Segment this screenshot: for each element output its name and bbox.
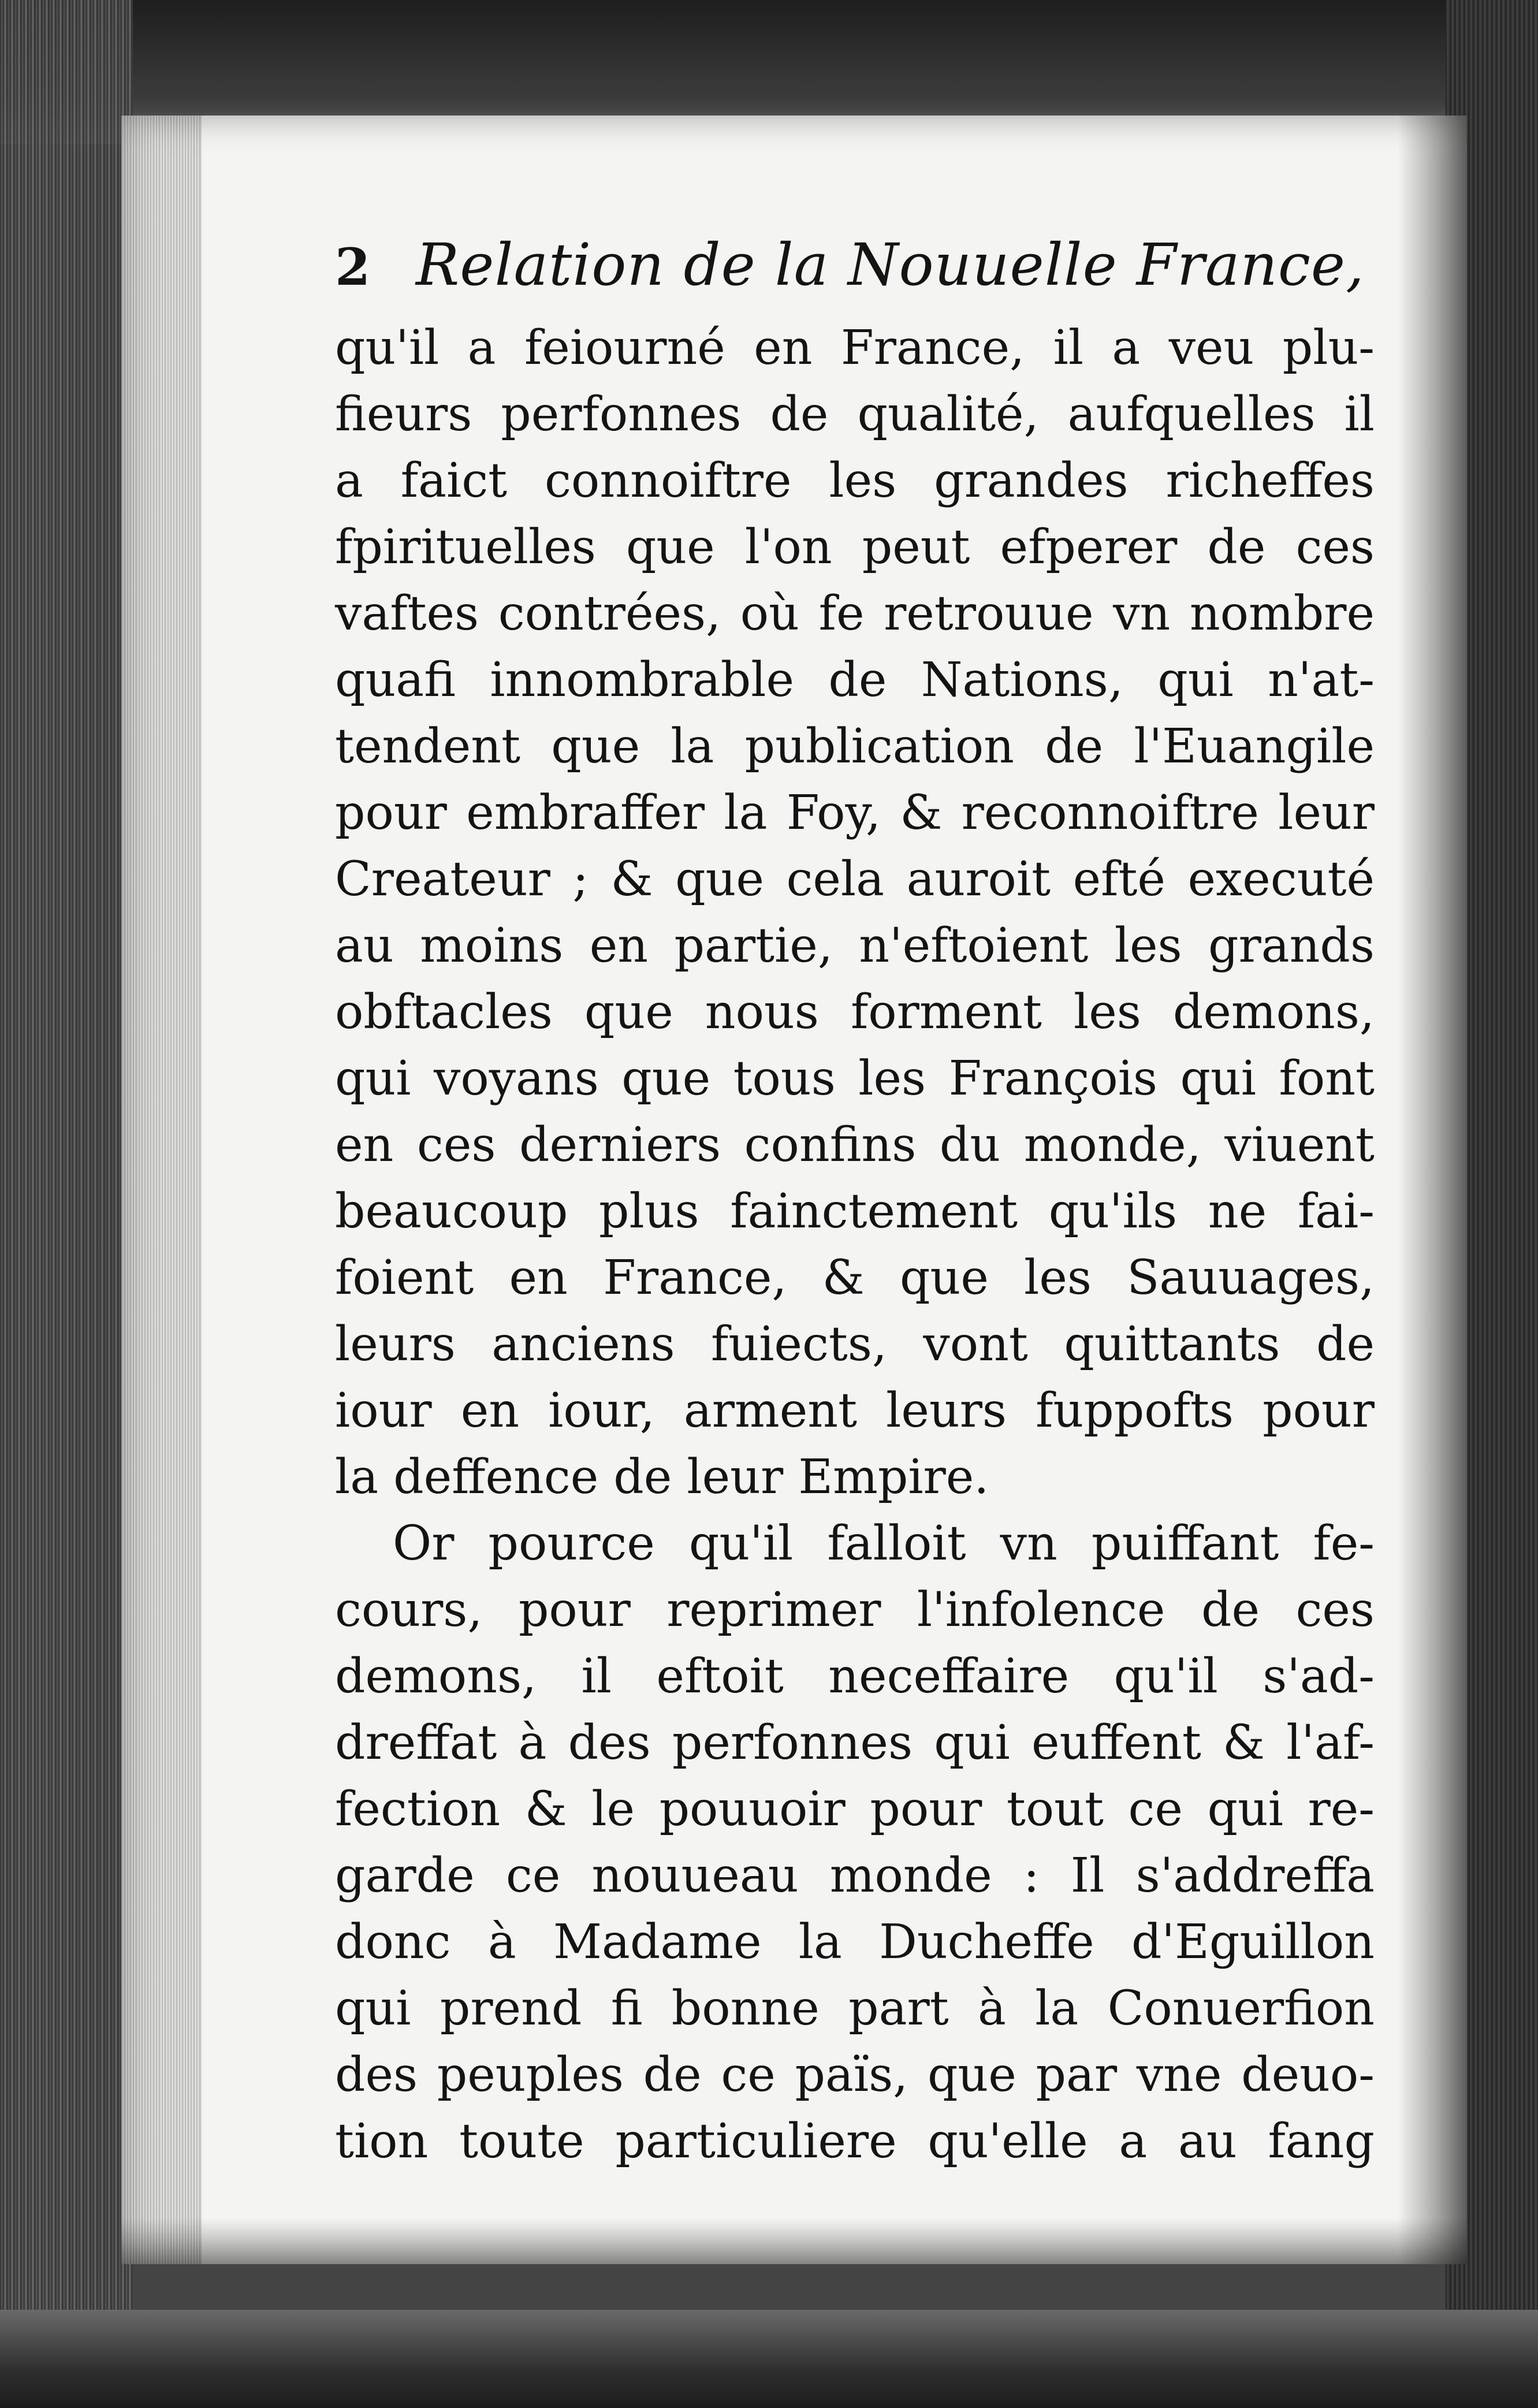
text-line: a faict connoiftre les grandes richeffes (335, 453, 1375, 508)
text-line: pour embraffer la Foy, & reconnoiftre leur (335, 786, 1375, 840)
running-title: Relation de la Nouuelle France, (416, 231, 1365, 299)
text-line: fieurs perfonnes de qualité, aufquelles il (335, 387, 1375, 442)
scanner-background-bottom (0, 2310, 1538, 2408)
text-line: iour en iour, arment leurs fuppofts pour (335, 1383, 1375, 1438)
paragraph-first-line: Or pource qu'il falloit vn puiffant fe- (393, 1516, 1375, 1571)
page-number: 2 (335, 237, 371, 297)
text-line: qui voyans que tous les François qui font (335, 1051, 1375, 1106)
text-line: au moins en partie, n'eftoient les grands (335, 918, 1375, 973)
text-line: en ces derniers confins du monde, viuent (335, 1118, 1375, 1173)
text-line: des peuples de ce païs, que par vne deuo- (335, 2048, 1375, 2102)
page-binding-shadow (121, 116, 202, 2264)
text-line: vaftes contrées, où fe retrouue vn nombre (335, 586, 1375, 641)
text-line: fection & le pouuoir pour tout ce qui re- (335, 1782, 1375, 1837)
text-line: la deffence de leur Empire. (335, 1450, 989, 1505)
text-line: quafi innombrable de Nations, qui n'at- (335, 653, 1375, 708)
text-line: leurs anciens fuiects, vont quittants de (335, 1317, 1375, 1372)
text-line: beaucoup plus fainctement qu'ils ne fai- (335, 1184, 1375, 1239)
text-line: cours, pour reprimer l'infolence de ces (335, 1583, 1375, 1637)
text-line: foient en France, & que les Sauuages, (335, 1250, 1375, 1305)
page-bottom-shadow (121, 2218, 1467, 2264)
text-line: dreffat à des perfonnes qui euffent & l'af- (335, 1715, 1375, 1770)
text-line: obftacles que nous forment les demons, (335, 985, 1375, 1040)
text-line: tendent que la publication de l'Euangile (335, 719, 1375, 774)
text-line: qui prend fi bonne part à la Conuerfion (335, 1981, 1375, 2036)
text-line: Createur ; & que cela auroit efté executé (335, 852, 1375, 907)
text-line: tion toute particuliere qu'elle a au fang (335, 2114, 1375, 2169)
text-line: fpirituelles que l'on peut efperer de ces (335, 520, 1375, 575)
book-page-edges-left (0, 0, 133, 2408)
running-head (335, 231, 1432, 306)
body-text (335, 315, 1375, 2175)
text-line: demons, il eftoit neceffaire qu'il s'ad- (335, 1649, 1375, 1704)
text-line: garde ce nouueau monde : Il s'addreffa (335, 1848, 1375, 1903)
text-line: donc à Madame la Ducheffe d'Eguillon (335, 1915, 1375, 1970)
text-line: qu'il a feiourné en France, il a veu plu- (335, 321, 1375, 375)
page-right-shadow (1398, 116, 1467, 2264)
